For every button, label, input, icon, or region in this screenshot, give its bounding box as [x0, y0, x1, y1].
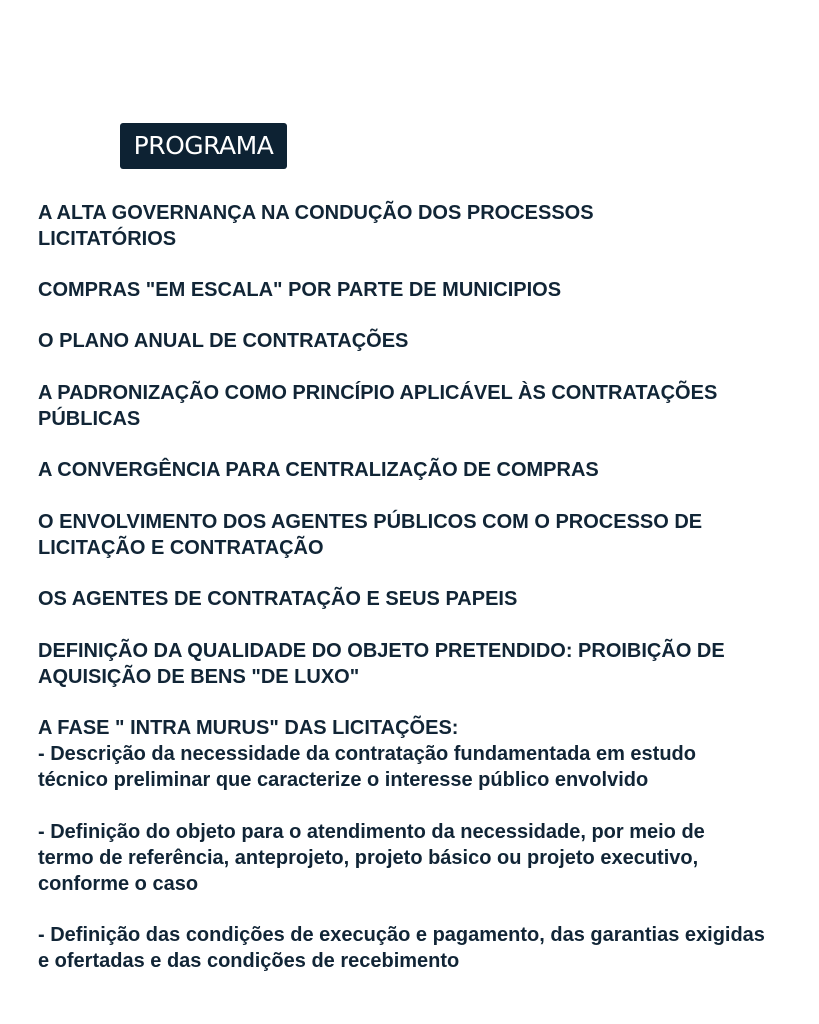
programa-badge: PROGRAMA — [120, 123, 287, 169]
topic-envolvimento-agentes: O ENVOLVIMENTO DOS AGENTES PÚBLICOS COM O PROCESSO DE LICITAÇÃO E CONTRATAÇÃO — [38, 511, 703, 559]
topic-convergencia: A CONVERGÊNCIA PARA CENTRALIZAÇÃO DE COMPRAS — [38, 459, 599, 481]
topic-agentes-contratacao: OS AGENTES DE CONTRATAÇÃO E SEUS PAPEIS — [38, 588, 518, 610]
topic-padronizacao: A PADRONIZAÇÃO COMO PRINCÍPIO APLICÁVEL ÀS CONTRATAÇÕES PÚBLICAS — [38, 382, 718, 430]
topic-definicao-condicoes: - Definição das condições de execução e pagamento, das garantias exigidas e ofertadas e das condições de recebimento — [38, 924, 765, 972]
topic-compras-em-escala: COMPRAS "EM ESCALA" POR PARTE DE MUNICIPIOS — [38, 279, 562, 301]
topic-definicao-objeto: - Definição do objeto para o atendimento da necessidade, por meio de termo de referência, anteprojeto, projeto básico ou projeto executivo, conforme o caso — [38, 821, 705, 895]
topic-plano-anual: O PLANO ANUAL DE CONTRATAÇÕES — [38, 330, 409, 352]
topic-alta-governanca: A ALTA GOVERNANÇA NA CONDUÇÃO DOS PROCESSOS LICITATÓRIOS — [38, 202, 594, 250]
topic-qualidade-objeto: DEFINIÇÃO DA QUALIDADE DO OBJETO PRETENDIDO: PROIBIÇÃO DE AQUISIÇÃO DE BENS "DE LUXO" — [38, 640, 725, 688]
topic-fase-intra-murus: A FASE " INTRA MURUS" DAS LICITAÇÕES: - Descrição da necessidade da contratação fundamentada em estudo técnico preliminar que caracterize o interesse público envolvido — [38, 717, 696, 791]
